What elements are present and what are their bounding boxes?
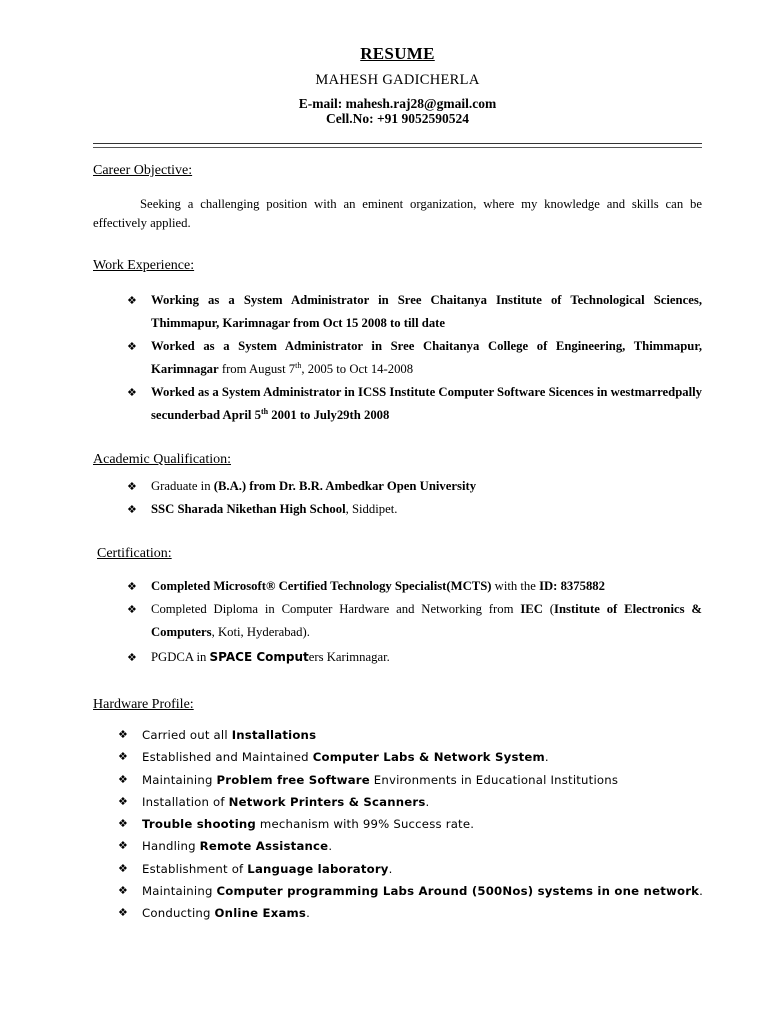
list-item	[118, 813, 708, 835]
list-item	[127, 598, 702, 644]
list-item	[118, 769, 708, 791]
list-item-text: Installations	[231, 728, 317, 742]
diamond-bullet-icon: ❖	[118, 884, 129, 898]
list-item-text: Maintaining	[142, 772, 217, 787]
career-objective-heading: Career Objective:	[93, 163, 193, 178]
header-divider-thick	[93, 143, 702, 144]
list-item-text: ers Karimnagar.	[308, 650, 390, 664]
list-item-text: from August 7	[218, 362, 296, 376]
list-item-text: Remote Assistance	[199, 839, 329, 854]
list-item-text: Worked as a System Administrator in Sree Chaitanya College of Engineering, Thimmapur, Karimnagar	[151, 339, 702, 376]
list-item-text: .	[699, 884, 704, 899]
list-item	[118, 880, 708, 902]
candidate-name: MAHESH GADICHERLA	[315, 72, 480, 88]
certification-list	[127, 575, 702, 669]
list-item-text: ID: 8375882	[539, 579, 605, 593]
list-item-text: Environments in Educational Institutions	[369, 772, 619, 787]
diamond-bullet-icon: ❖	[118, 794, 129, 808]
diamond-bullet-icon: ❖	[118, 772, 129, 786]
work-experience-heading: Work Experience:	[93, 258, 195, 273]
phone-line: Cell.No: +91 9052590524	[325, 111, 470, 126]
diamond-bullet-icon: ❖	[127, 580, 137, 593]
academic-heading: Academic Qualification:	[93, 452, 231, 467]
list-item-text: Language laboratory	[247, 861, 389, 876]
diamond-bullet-icon: ❖	[127, 294, 137, 307]
list-item-text: Computer programming Labs Around (500Nos) systems in one network	[216, 884, 700, 899]
list-item-text: SSC Sharada Nikethan High School	[151, 502, 346, 516]
list-item-text: Graduate in	[151, 479, 214, 493]
list-item-text: Installation of	[142, 794, 229, 809]
list-item-text: mechanism with 99% Success rate.	[256, 817, 475, 832]
list-item-text: (B.A.) from Dr. B.R. Ambedkar Open University	[213, 479, 477, 493]
diamond-bullet-icon: ❖	[127, 651, 137, 664]
list-item-text: Trouble shooting	[142, 817, 256, 832]
list-item-text: Completed Microsoft® Certified Technology Specialist(MCTS)	[151, 579, 492, 593]
list-item-text: .	[425, 794, 430, 809]
list-item-text: (	[542, 602, 555, 616]
diamond-bullet-icon: ❖	[118, 817, 129, 831]
list-item	[127, 575, 702, 598]
diamond-bullet-icon: ❖	[118, 861, 129, 875]
list-item-text: Problem free Software	[216, 772, 370, 787]
resume-title: RESUME	[360, 44, 435, 63]
list-item-text: Institute of Electronics & Computers	[151, 602, 702, 639]
list-item	[127, 335, 702, 381]
list-item	[127, 498, 702, 521]
superscript: th	[295, 360, 302, 370]
diamond-bullet-icon: ❖	[118, 839, 129, 853]
list-item	[118, 746, 708, 768]
diamond-bullet-icon: ❖	[127, 503, 137, 516]
list-item-text: , Siddipet.	[345, 502, 398, 516]
hardware-list	[118, 724, 708, 925]
header-divider-thin	[93, 147, 702, 148]
list-item-text: Computer Labs & Network System	[312, 750, 545, 765]
list-item	[127, 289, 702, 335]
list-item-text: Handling	[142, 839, 200, 854]
diamond-bullet-icon: ❖	[127, 480, 137, 493]
career-objective-text	[93, 195, 702, 233]
list-item-text: .	[544, 750, 549, 765]
hardware-heading: Hardware Profile:	[93, 697, 194, 712]
career-objective-body: Seeking a challenging position with an eminent organization, where my knowledge and skills can be effectively applied.	[93, 197, 702, 230]
list-item	[118, 858, 708, 880]
superscript: th	[260, 406, 269, 416]
diamond-bullet-icon: ❖	[118, 728, 129, 741]
list-item-text: Network Printers & Scanners	[228, 794, 426, 809]
list-item-text: .	[388, 861, 393, 876]
list-item-text: Online Exams	[214, 906, 307, 921]
academic-list	[127, 475, 702, 521]
list-item	[118, 902, 708, 924]
list-item-text: SPACE Comput	[209, 650, 309, 664]
list-item-text: 2001 to July29th 2008	[268, 408, 390, 422]
certification-heading: Certification:	[97, 546, 172, 561]
list-item-text: Worked as a System Administrator in ICSS Institute Computer Software Sicences in westmarredpally secunderbad April 5	[151, 385, 702, 422]
list-item-text: , 2005 to Oct 14-2008	[301, 362, 414, 376]
list-item	[118, 835, 708, 857]
email-line: E-mail: mahesh.raj28@gmail.com	[298, 96, 497, 111]
list-item-text: PGDCA in	[151, 650, 210, 664]
list-item-text: Completed Diploma in Computer Hardware and Networking from	[151, 602, 521, 616]
diamond-bullet-icon: ❖	[118, 906, 129, 920]
list-item	[127, 381, 702, 427]
list-item-text: Established and Maintained	[142, 750, 313, 765]
list-item-text: Working as a System Administrator in Sree Chaitanya Institute of Technological Sciences, Thimmapur, Karimnagar from Oct 15 2008 to till date	[151, 293, 702, 330]
list-item	[118, 724, 708, 746]
list-item-text: Maintaining	[142, 884, 217, 899]
list-item-text: .	[328, 839, 333, 854]
diamond-bullet-icon: ❖	[118, 750, 129, 764]
diamond-bullet-icon: ❖	[127, 340, 137, 353]
list-item-text: with the	[491, 579, 540, 593]
list-item-text: IEC	[520, 602, 543, 616]
list-item-text: , Koti, Hyderabad).	[211, 625, 310, 639]
work-experience-list	[127, 289, 702, 427]
diamond-bullet-icon: ❖	[127, 386, 137, 399]
list-item-text: Carried out all	[142, 728, 232, 742]
list-item-text: Establishment of	[142, 861, 248, 876]
list-item	[118, 791, 708, 813]
list-item	[127, 475, 702, 498]
list-item	[127, 646, 702, 669]
diamond-bullet-icon: ❖	[127, 603, 137, 616]
list-item-text: Conducting	[142, 906, 215, 921]
list-item-text: .	[306, 906, 310, 921]
